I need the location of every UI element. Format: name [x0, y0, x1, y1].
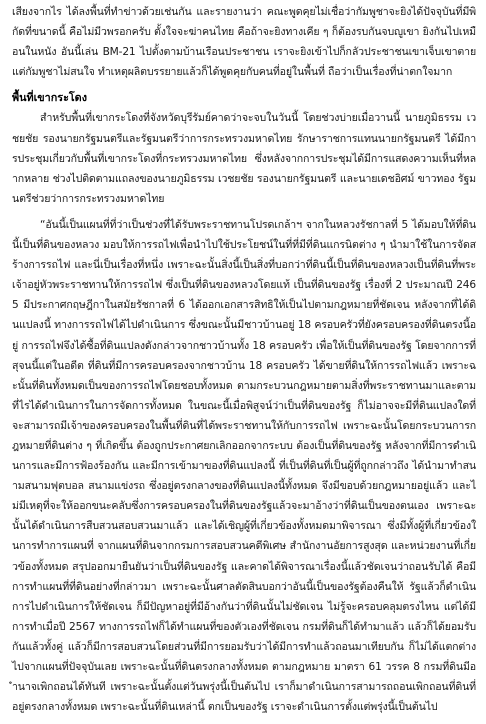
section-paragraph: สำหรับพื้นที่เขากระโดงที่จังหวัดบุรีรัมย์คาดว่าจะจบในวันนี้ โดยช่วงบ่ายเมื่อวานนี้ นายภูมิธรรม เวชยชัย รองนายกรัฐมนตรีและรัฐมนตรีว่าการกระทรวงมหาดไทย รักษาราชการแทนนายกรัฐมนตรี ได้มีการประชุมเกี่ยวกับพื้นที่เขากระโดงที่กระทรวงมหาดไทย ซึ่งหลังจากการประชุมได้มีการแสดงความเห็นที่หลากหลาย ช่วงไปติดตามแถลงของนายภูมิธรรม เวชยชัย รองนายกรัฐมนตรี และนายเดชอิศม์ ขาวทอง รัฐมนตรีช่วยว่าการกระทรวงมหาดไทย: [12, 112, 476, 205]
intro-paragraph: เสียงจากไร ได้ลงพื้นที่ทำข่าวด้วยเช่นกัน และรายงานว่า คณะพูดคุยไม่เชื่อว่ากัมพูชาจะยิงได้ปัจจุบันที่มีพิกัดที่ขนาดนี้ คือไม่มีวพรอกครับ ตั้งใจจะฆ่าคนไทย คือถ้าจะยิงทางเคีย ๆ ก็ต้องรบกันจบญูเขา ยิงกันไปเหมือนในหนัง อันนี้เล่น BM-21 ไปตั้งตามบ้านเรือนประชาชน เราจะยิงเข้าไปก็กลัวประชาชนเขาเจ็บเขาตาย แต่กัมพูชาไม่สนใจ ทำเหตุผลิตบรรยายแล้วก็ได้พูดคุยกับคนที่อยู่ในพื้นที่ ถือว่าเป็นเรื่องที่น่าตกใจมาก: [12, 6, 476, 79]
quote-paragraph: “อันนี้เป็นแผนที่ที่ว่าเป็นช่วงที่ได้รับพระราชทานโปรดเกล้าฯ จากในหลวงรัชกาลที่ 5 ได้มอบให้ที่ดินนี้เป็นที่ดินของหลวง มอบให้การรถไฟเพื่อนำไปใช้ประโยชน์ในที่ที่มีที่ดินแกรนิตต่าง ๆ นำมาใช้ในการจัดสร้างการรถไฟ และนี่เป็นเรื่องที่หนึ่ง เพราะฉะนั้นสิ่งนี้เป็นสิ่งที่บอกว่าที่ดินนี้เป็นที่ดินของหลวงเป็นที่ดินที่พระเจ้าอยู่หัวพระราชทานให้การรถไฟ ซึ่งเป็นที่ดินของหลวงโดยแท้ เป็นที่ดินของรัฐ เรื่องที่ 2 ประมาณปี 2465 มีประกาศกฤษฎีกาในสมัยรัชกาลที่ 6 ได้ออกเอกสารสิทธิให้เป็นไปตามกฎหมายที่ชัดเจน หลังจากที่ได้ดินแปลงนี้ ทางการรถไฟได้ไปดำเนินการ ซึ่งขณะนั้นมีชาวบ้านอยู่ 18 ครอบครัวที่ยังครอบครองที่ดินตรงนี้อยู่ การรถไฟจึงได้ซื้อที่ดินแปลงดังกล่าวจากชาวบ้านทั้ง 18 ครอบครัว เพื่อให้เป็นที่ดินของรัฐ โดยจากการที่สุจนนี้แต่ในอดีต ที่ดินที่มีการครอบครองจากชาวบ้าน 18 ครอบครัว ได้ขายที่ดินให้การรถไฟแล้ว เพราะฉะนั้นที่ดินทั้งหมดเป็นของการรถไฟโดยชอบทั้งหมด ตามกระบวนกฎหมายตามสิ่งที่พระราชทานมาและตามที่ไรได้ดำเนินการในการจัดการทั้งหมด ในขณะนี้เมื่อพิสูจน์ว่าเป็นที่ดินของรัฐ ก็ไม่อาจจะมีที่ดินแปลงใดที่จะสามารถมีเจ้าของครอบครองในพื้นที่ดินที่ได้พระราชทานให้กับการรถไฟ เพราะฉะนั้นโดยกระบวนการกฎหมายที่ดินต่าง ๆ ที่เกิดขึ้น ต้องถูกประกาศยกเลิกออกจากระบบ ต้องเป็นที่ดินของรัฐ หลังจากที่มีการดำเนินการและมีการฟ้องร้องกัน และมีการเข้ามาของที่ดินแปลงนี้ ที่เป็นที่ดินที่เป็นผู้ที่ถูกกล่าวถึง ได้นำมาทำสนามสนามฟุตบอล สนามแข่งรถ ซึ่งอยู่ตรงกลางของที่ดินแปลงนี้ทั้งหมด จึงมีขอบด้วยกฎหมายอยู่แล้ว และไม่มีเหตุที่จะให้ออกขนะคลับซึ่งการครอบครองในที่ดินของรัฐแล้วจะมาอ้างว่าที่ดินเป็นของตนเอง เพราะฉะนั้นได้ดำเนินการสืบสวนสอบสวนมาแล้ว และได้เชิญผู้ที่เกี่ยวข้องทั้งหมดมาพิจารณา ซึ่งมีทั้งผู้ที่เกี่ยวข้องในการทำการแผนที่ จากแผนที่ดินจากกรมการสอบสวนคดีพิเศษ สำนักงานอัยการสูงสุด และหน่วยงานที่เกี่ยวข้องทั้งหมด สรุปออกมายืนยันว่าเป็นที่ดินของรัฐ และคาดได้พิจารณาเรื่องนี้แล้วชัดเจนว่าถอนรับได้ คือมีการทำแผนที่ที่ดินอย่างที่กล่าวมา เพราะฉะนั้นศาลตัดสินบอกว่าอันนี้เป็นของรัฐต้องคืนให้ รัฐแล้วก็ดำเนินการไปดำเนินการให้ชัดเจน ก็มีปัญหาอยู่ที่มีอ้างกันว่าที่ดินนั้นไม่ชัดเจน ไม่รู้จะครอบคลุมตรงไหน แต่ได้มีการทำเมื่อปี 2567 ทางการรถไฟก็ได้ทำแผนที่ของตัวเองที่ชัดเจน กรมที่ดินก็ได้ทำมาแล้ว แล้วก็ได้ยอมรับกันแล้วทั้งคู่ แล้วก็มีการสอบสวนโดยส่วนที่มีการยอมรับว่าได้มีการทำแล้วถอนมาเทียบกัน ก็ไม่ได้แตกต่างไปจากแผนที่ปัจจุบันเลย เพราะฉะนั้นที่ดินตรงกลางทั้งหมด ตามกฎหมาย มาตรา 61 วรรค 8 กรมที่ดินมีอำนาจเพิกถอนได้ทันที เพราะฉะนั้นตั้งแต่วันพรุ่งนี้เป็นต้นไป เราก็มาดำเนินการสามารถถอนเพิกถอนที่ดินที่อยู่ตรงกลางทั้งหมด เพราะฉะนั้นที่ดินเหล่านี้ ตกเป็นของรัฐ เราจะดำเนินการตั้งแต่พรุ่งนี้เป็นต้นไป: [12, 218, 476, 714]
section-heading: พื้นที่เขากระโดง: [12, 91, 87, 105]
